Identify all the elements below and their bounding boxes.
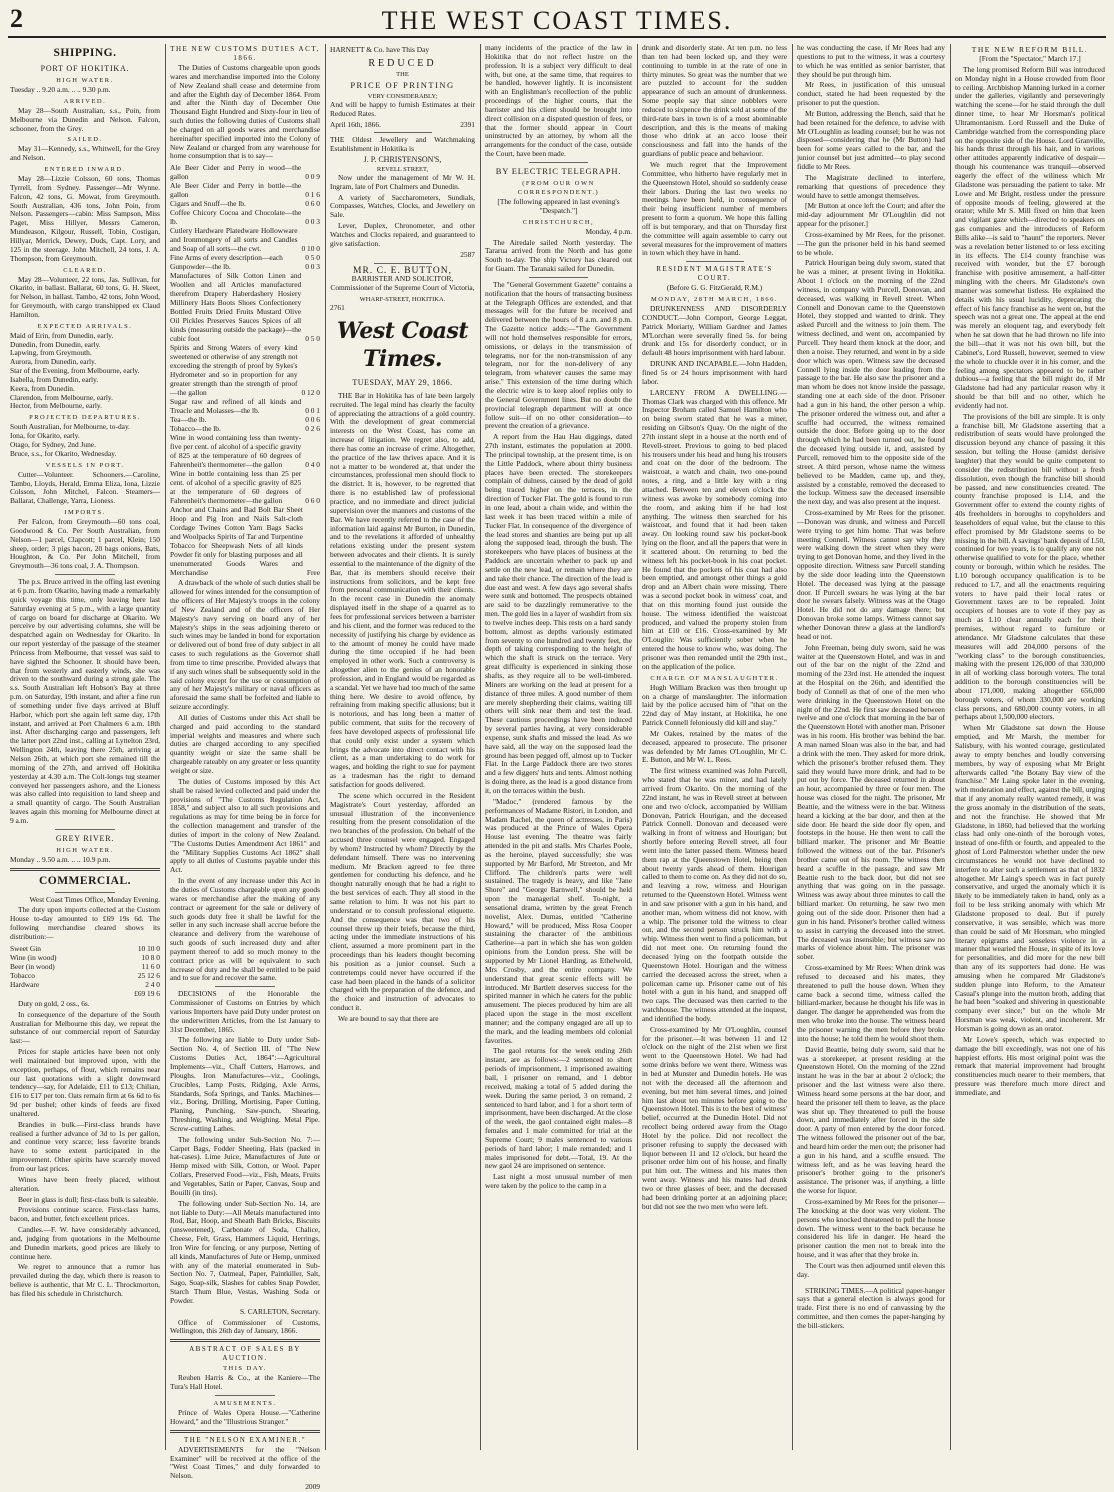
heading-projected-departures: PROJECTED DEPARTURES. [29,414,141,422]
table-row [170,253,320,262]
sailed-text: May 31—Kennedy, s.s., Whitwell, for the Grey and Nelson. [10,144,160,163]
separator [55,829,115,830]
table-row [170,226,320,253]
row-value: 0 5 0 [305,334,320,344]
court-cont-p2: Mr Rees, in justification of this unusual conduct, stated he had been requested by the prisoner to put the question. [797,80,945,108]
row-label: Tobacco—the lb. [170,424,221,434]
commercial-p2: Duty on gold, 2 oss., 6s. [18,998,90,1008]
decisions-p3: The following under Sub-Section No. 7:—Carpet Bags, Fodder Sheeting, Hats (packed in hat-cases). Lime Juice, Manufactures of Jute or Hemp mixed with Silk, Cotton, or Wool. Paper Collars, Preserved Food—viz., Fish, Meats, Fruits and Vegetables, Satin or Paper, Canvas, Soup and Bouilli (in tins). [170,1134,320,1197]
court-p9: Cross-examined by Mr O'Loughlin, counsel for the prisoner.—It was between 11 and 12 o'clock on the night of the 21st when we first went to the Queenstown Hotel. We had had some drinks before we went there. Witness was in bed at Munster and Dunedin hotels. He was not with the deceased all the afternoon and evening, but met him several times, and joined him last about ten minutes before going to the Queenstown Hotel. This is to the best of witness' belief, occurred at the Dunedin Hotel. Did not recollect being ordered away from the Otago Hotel by the police. Did not recollect the prisoner refusing to supply the deceased with liquor between 11 and 12 o'clock, but heard the prisoner order him out of his house, and finally put him out. The witness and his mates then went away. Witness and his mates had drunk two or three glasses of beer, and the deceased had been drinking porter at an adjoining place; but did not see the two men who were left. [642,1024,787,1211]
column-rule [165,44,166,1450]
court-cont-p12: Cross-examined by Mr Rees for the prisoner—The knocking at the door was very violent. The persons who knocked threatened to pull the house down. The witness went to the back because he considered his life in danger. He heard the prisoner caution the men not to break into the house, and it was after that they broke in. [797,1197,945,1260]
row-label: Wine in bottle containing less than 25 per cent. of alcohol of a specific gravity of 825 at the temperature of 60 degrees of Fahrenheit's thermometer—the gallon [170,469,302,506]
editorial-p1: THE Bar in Hokitika has of late been largely recruited. The legal mind has clearly the faculty of appreciating the attractions of a gold country. With the development of great commercial interests on the West Coast, has come an increase of litigation. We regret also, to add, there has come an increase of crime. Altogether, the practice of the law thrives apace. And it is not a matter to be wondered at, that under the circumstances, professional men should flock to the district. It is, however, to be regretted that there is no established law of professional practice, and no immediate and direct judicial supervision over the manners and customs of the Bar. We have recently referred to the case of the information laid against Mr Burton, in Dunedin, and to the revelations it afforded of unhealthy relations existing under the present system between advocates and their clients. It is surely essential to the maintenance of the dignity of the Bar, that its members should receive their instructions from solicitors, and be kept free from personal communication with their clients. In the recent case in Dunedin the anomaly displayed itself in the shape of a quarrel as to fees for professional services between a barrister and his client, and the former was reduced to the necessity of justifying his charge by evidence as to the amount of money he could have made during the time occupied if he had been employed in other work. Such a controversy is altogether alien to the genius of an honorable profession, and in England would be regarded as a scandal. Yet we have had too much of the same thing here. We desire to avoid offence, by refraining from making specific allusions; but it is notorious, and has long been a matter of public comment, that suits for the recovery of fees have developed aspects of professional life that could only exist under a system which brings the advocate into direct contact with his client, as a man undertaking to do work for wages, and holding the right to sue for payment as a tradesman has the right to demand satisfaction for goods delivered. [330,390,475,789]
heading-rm-court: RESIDENT MAGISTRATE'S COURT. [656,265,773,283]
column-rule [325,44,326,1450]
row-value: 0 0 1 [305,406,320,416]
row-label: Manufactures of Silk Cotton Linen and Woollen and all Articles manufactured therefrom Drapery Haberdashery Hosiery Millinery Hats Boots Shoes Confectionery Bottled Fruits Dried Fruits Mustard Olive Oil Pickles Preserves Sauces Spices of all kinds (measuring outside the package)—the cubic foot [170,271,302,344]
double-rule [10,868,160,871]
court-p4: DRUNK AND INCAPABLE.—John Hadden, fined 5s or 24 hours imprisonment with hard labor. [642,359,787,386]
reform-p1: The long promised Reform Bill was introduced on Monday night in a House crowded from floor to ceiling. Archbishop Manning lurked in a corner under the galleries, vigilantly and perseveringly watching the scene—for he staid through the dull dinner time, to hear Mr Horsman's political Ultramontanism. Lord Russell and the Duke of Cambridge watched from the corresponding place on the opposite side of the House. Lord Granville, his hands thrust through his hair, and in various other attitudes apparently indicative of despair—though his countenance was tranquil—observed eagerly the effect of the wiliness which Mr Gladstone was persuading the patient to take. Mr Lowe and Mr Bright, restless under the pressure of opposite moods of feeling, glowered at the orator; while Mr S. Mill fixed on him that keen and vigilant gaze which—directed to speakers on gas companies and the introducers of Reform Bills alike—is said to "haunt" the reporters. Never was a revelation better listened to or less exciting in its effects. The £14 county franchise was received with wonder, but the £7 borough franchise with positive amusement, a half-titter mingling with the cheers. Mr Gladstone's own manner was somewhat listless. He explained the details with his usual lucidity, deprecating the effect of his fancy franchise as he went on, but the speech was not a great one. The appeal at the end was merely an eloquent tag, and everybody felt when he sat down that he had thrown no life into the bill—that it was not his own bill, but the Cabinet's, Lord Russell, however, seemed to view the whole to chuckle over it in his corner, and the feeling among spectators appeared to be rather dubious—a feeling that the bill might do, if Mr Gladstone had had any particular reason why it should be that bill and no other, which he evidently had not. [955,64,1105,410]
advert-button-title: BARRISTER AND SOLICITOR, [351,274,454,284]
row-value: 0 12 0 [301,388,320,398]
news-improvement-committee: We much regret that the Improvement Committee, who hitherto have regularly met in the Queenstown Hotel, should so suddenly cease their labors. During the last two weeks no meetings have been held, in consequence of their being insufficient number of members present to form a quorum. We hope this falling off is but temporary, and that on Thursday first the committee will again assemble to carry out several measures for the improvement of matters in town which they have in hand. [642,159,787,258]
row-label: Anchor and Chains and Bad Bolt Bar Sheet Hoop and Pig Iron and Nails Salt-cloth Cordage Twines Cotton Yarn Bags Sacks and Woolpacks Spirits of Tar and Turpentine Tobacco for Sheepwash Nets of all kinds Powder fit only for blasting purposes and all unenumerated Goods Wares and Merchandise [170,505,303,578]
row-label: Coffee Chicory Cocoa and Chocolate—the lb. [170,208,302,227]
table-row [170,469,320,505]
heading-telegraph: BY ELECTRIC TELEGRAPH. [495,165,622,176]
heading-this-day: THIS DAY. [223,1365,267,1373]
customs-act-p5: In the event of any increase under this Act in the duties of Customs chargeable upon any goods wares or merchandise after the making of any contract or agreement for the sale or delivery of such goods duty free it shall be lawful for the seller in any such increase shall accrue before the clearance and delivery from the warehouse of such goods of such increased duty and after payment thereof to add so much money to the contract price as will be equivalent to such increase of duty and he shall be entitled to be paid and to sue for and recover the same. [170,876,320,983]
heading-abstract-sales: ABSTRACT OF SALES BY AUCTION. [189,1345,301,1363]
table-row [10,962,160,971]
table-row [170,208,320,226]
news-gaol: The gaol returns for the week ending 26th instant, are as follows:—2 sentenced to short periods of imprisonment, 1 imprisoned awaiting bail, 1 prisoner on remand, and 1 debtor received, making a total of 5 added during the week. During the same period, 3 on remand, 2 sentenced to hard labor, and 1 for a short term of imprisonment, have been discharged. At the close of the week, the gaol contained eight males—8 females and 1 male committed for trial at the Supreme Court; 9 males sentenced to various periods of hard labor; 1 male remanded; and 1 males imprisoned for debt.—Total, 19. At the new gaol 24 are imprisoned on sentence. [485,1046,632,1171]
court-p6: Hugh William Bracken was then brought up on a charge of manslaughter. The information laid by the police accused him of "that on the 22nd day of May instant, at Hokitika, he one Patrick Connell feloniously did kill and slay." [642,682,787,728]
commercial-p7: Beer in glass is dull; first-class bulk is saleable. [18,1194,159,1204]
separator [215,1395,275,1396]
table-row [170,199,320,208]
court-cont-p7: Patrick Hourigan being duly sworn, stated that he was a miner, at present living in Hokitika. About 1 o'clock on the morning of the 22nd witness, in company with Purcell, Donovan, and deceased, was walking in Revell street. When Connell and Donovan came to the Queenstown Hotel, they stopped and wanted to drink. They asked Purcell and the witness to join them. The witness declined, and went on, accompanied by Purcell. They heard them knock at the door, and then a noise. They returned, and went in by a side door which was open. Witness saw the deceased Connell lying inside the door leading from the passage to the bar. He also saw the prisoner and a man whom he does not know inside the passage, standing one at each side of the door. Prisoner had a gun in his hand, the other person a whip. The prisoner ordered the witness out, and after a scuffle had occurred, the witness remained outside the door. Before going up to the door through which he had been turned out, he found the deceased lying outside it, and, assisted by Purcell, removed him to the opposite side of the street. A third person, whose name the witness believed to be Madden, came up, and they, assisted by a constable, removed the deceased to the lockup. Witness saw the deceased insensible the next day, and was also present at the inquest. [797,258,945,507]
table-row [170,415,320,424]
row-label: Wine in wood containing less than twenty-five per cent. of alcohol of a specific gravity of 825 at the temperature of 60 degrees of Fahrenheit's thermometer—the gallon [170,433,302,470]
heading-entered-inward: ENTERED INWARD. [44,166,126,174]
column-reform-bill [955,44,1105,1452]
nelson-examiner-number: 2009 [305,1482,320,1492]
commercial-office: West Coast Times Office, Monday Evening. [29,894,160,904]
telegraph-note: [The following appeared in last evening's "Despatch."] [497,196,620,215]
row-label: Wine (in wood) [10,952,57,962]
advert-christenson-street: REVELL STREET, [376,165,429,173]
commercial-p4: Prices for staple articles have been not only well maintained but improved upon, with the exception, perhaps, of flour, which remains near our last quotations with a slight downward tendency—say, for Adelaide, £11 to £13; Chilian, £16 to £17 per ton. Oats remain firm at 6s 6d to 6s 9d per bushel; other kinds of feeds are fixed unaltered. [10,1047,160,1118]
advert-harnett-number: 2391 [460,119,475,129]
table-row [170,424,320,433]
row-label: Ale Beer Cider and Perry in bottle—the gallon [170,181,302,200]
duties-list [170,163,320,577]
heading-commercial: COMMERCIAL. [38,874,132,887]
decisions-p4: The following under Sub-Section No. 14, are not liable to Duty:—All Metals manufactured into Rod, Bar, Hoop, and Sheath Bath Bricks, Biscuits (unsweetened), Carbonate of Soda, Chalice, Cheese, Felt, Grass, Hammers Liquid, Herrings, Iron Wire for fencing, or any purpose, Netting of all kinds, Manufactures of Jute or Hemp, unmixed with any of the material enumerated in Sub-Section No. 7, Oatmeal, Paper, Paintkiller, Salt, Sago, Soap-silk, Slashes for cables Snap Powder, Starch Thum Blue, Vestas, Washing Soda or Powder. [170,1198,320,1305]
table-row [10,971,160,980]
column-shipping [10,44,160,1452]
table-row [10,989,160,998]
heading-high-water: HIGH WATER. [56,77,114,84]
row-label: Sugar raw and refined of all kinds and Treacle and Molasses—the lb. [170,397,302,416]
column-rule [950,44,951,1450]
customs-act-p1: The Duties of Customs chargeable upon goods wares and merchandise imported into the Colony of New Zealand shall cease and determine from and after the Eighth day of December 1864. From and after the Ninth day of December One Thousand Eight Hundred and Sixty-four in lieu of such duties the following duties of Customs shall be charged on all goods wares and merchandise hereinafter specified imported into the Colony of New Zealand or charged from any warehouse for home consumption that is to say— [170,63,320,161]
court-cont-p9: John Freeman, being duly sworn, said he was waiter at the Queenstown Hotel, and was in and out of the bar on the night of the 22nd and morning of the 23rd inst. He attended the inquest at the Hospital on the 26th, and identified the body of Connell as that of one of the men who were drinking in the Queenstown Hotel on the night of the 22nd. He first saw deceased between twelve and one o'clock that morning in the bar of the Queenstown Hotel with another man. Prisoner was in his room. His brother was behind the bar. A man named Sloan was also in the bar, and had a drink with the men. They asked for more drink, which the prisoner's brother refused them. They said they would have more drink, and had to be put out by force. The deceased returned in about an hour, accompanied by three or four men. The house was closed for the night. The prisoner, Mr Beattie, and the witness were in the bar. Witness heard a kicking at the bar door, and then at the side door. He heard the side door fly open, and footsteps in the house. He then went to call the billiard marker. The prisoner and Mr Beattie followed the witness out of the bar. Prisoner's brother came out of his room. The witness then heard a scuffle in the passage, and saw Mr Beattie rush to the back door, but did not see anything that was going on in the passage. Witness was away about three minutes to call the billiard marker. On returning, he saw two men going out of the side door. Prisoner then had a gun in his hand. Prisoner's brother called witness to assist in carrying the deceased into the street. The deceased was insensible; but witness saw no marks of violence about him. The prisoner was sober. [797,642,945,962]
row-label: Cigars and Snuff—the lb. [170,199,246,209]
court-p7: Mr Oakes, retained by the mates of the deceased, appeared to prosecute. The prisoner was defended by Mr James O'Loughlin, Mr C. E. Button, and Mr W. L. Rees. [642,728,787,765]
arrived-text: May 28—South Australian, s.s., Poin, from Melbourne via Dunedin and Nelson. Falcon, schooner, from the Grey. [10,105,160,133]
column-court-continued [797,44,945,1452]
row-value: 0 5 0 [305,253,320,263]
column-customs [170,44,320,1492]
court-cont-p8: Cross-examined by Mr Rees for the prisoner.—Donovan was drunk, and witness and Purcell were trying to get him home. That was before meeting Connell. Witness cannot say why they were walking down the street when they were trying to get Donovan home, and they lived in the opposite direction. Witness saw Purcell standing by the side door leading into the Queenstown Hotel. The deceased was lying at the passage door. If Purcell swears he was lying at the bar door he swears falsely. Witness was at the Otago Hotel. He did not do any damage there; but Donovan broke some lamps. Witness cannot say whether Donovan threw a glass at the landlord's head or not. [797,508,945,641]
row-label: Cutlery Hardware Platedware Hollowware and Ironmongery of all sorts and Candles and Soap of all sorts—the cwt. [170,226,298,254]
telegraph-christchurch: CHRISTCHURCH, [522,218,595,226]
column-rule [637,44,638,1450]
decisions-signature: S. CARLETON, Secretary. [239,1306,320,1316]
row-label: Tobacco [10,970,35,980]
shipping-news: The p.s. Bruce arrived in the offing last evening at 6 p.m. from Okarito, having made a remarkably quick voyage this time, only leaving here last Saturday evening at 5 p.m., with a large quantity of cargo on board for discharge at Okarito. We perceive by our advertising columns, she will be despatched again on Wednesday for Okarito. In our report yesterday of the passage of the steamer Princess from Melbourne, that vessel was said to have sighted the Schooner. It should have been, that from westerly and easterly winds, she was driven to the southward during a strong gale. The s.s. South Australian left Hobson's Bay at three p.m. on Saturday, 19th instant, and after a fine run of something under five days arrived at Bluff Harbor, which port she again left same day, 17th instant, and arrived at Port Chalmers 6 a.m. 18th inst. After discharging cargo and passengers, left the latter port 22nd inst., calling at Lyttelton 23rd, Wellington 24th, leaving there 25th, arriving at Nelson 26th, at which port she remained till the morning of the 27th, and arrived off Hokitika yesterday at 4.30 a.m. The Colt-longs tug steamer conveyed her passengers ashore, and the Lioness was also called into requisition to land sheep and a small quantity of cargo. The South Australian leaves again this morning for Melbourne direct at 9 a.m. [10,577,160,825]
customs-act-p3: All duties of Customs under this Act shall be charged and paid according to the standard imperial weights and measures and where such duties are charged according to any specified quantity weight or size the same shall be chargeable rateably on any greater or less quantity weight or size. [170,712,320,775]
row-value: 10 8 0 [141,952,160,962]
row-label: Beer (in wood) [10,961,55,971]
reform-p3: When Mr Gladstone sat down the House emptied, and Mr Marsh, the member for Salisbury, with his wonted courage, gesticulated away to empty benches and loudly conversing members, by way of exposing what Mr Bright afterwards called "the Botany Bay view of the franchise." Mr Laing spoke later in the evening, with moderation and effect, against the bill, urging that if any anomaly really wanted remedy, it was the gross anomaly in the distribution of the seats, and not the franchise. He showed that Mr Gladstone, in 1860, had believed that the working class had only one-ninth of the borough votes, instead of one-fifth or fourth, and appealed to the ghost of Lord Palmerston whether under the new circumstances he would not have declined to interfere to alter such a settlement as that of 1832 altogether. Mr Laing's speech was in fact purely conservative, and urged the anomaly which it is likely to be immediately taken in hand, only as a foil to be less striking anomaly with which Mr Gladstone proposed to deal. But if purely conservative, it was sensible, which was more than could be said of Mr Horsman, who mingled literary epigrams and senseless violence in a manner that wearied the House, in spite of its love for personalities, and did more for the new bill than any of its supporters had done. He was amusing when he compared Mr Gladstone's sudden plunge into Reform, to the Amateur Casual's plunge into the mutton broth, adding that he had been "soaked and shivering in questionable company ever since;" but on the whole Mr Horsman was weak, violent, and incoherent. Mr Horsman is going down as an orator. [955,723,1105,1033]
editorial-masthead: West Coast Times. [336,317,469,372]
table-row [170,505,320,577]
table-row [170,343,320,397]
inward-text: May 28—Lizzie Colsson, 60 tons, Thomas Tyrrell, from Sydney. Passenger—Mr Wynne. Falcon, 42 tons, G. Mowat, from Greymouth. South Australian, 436 tons, John Poin, from Nelson. Passengers—cabin: Miss Sampson, Miss Paget, Miss Hillyer, Messrs Cameron, Mundeason, Kilgour, Russell, Tobin, Costigan, Hillyar, Merrick, Dewey, Duds, Capt. Lory, and 125 in the steerage. John Mitchell, 24 tons, J. A. Thompson, from Greymouth. [10,174,160,263]
row-label: Hardware [10,979,40,989]
row-value: 10 10 0 [137,943,160,953]
commercial-p9: Candles.—F. W. have considerably advanced, and, judging from quotations in the Melbourne and Dunedin markets, good prices are likely to continue here. [10,1225,160,1261]
row-value: 0 0 6 [305,415,320,425]
heading-arrived: ARRIVED. [63,97,107,105]
news-gazette: The "General Government Gazette" contains a notification that the hours of transacting business at the Telegraph Offices are extended, and that messages will for the future be received and delivered between the hours of 8 a.m. and 8 p.m. The Gazette notice adds:—"The Government will not hold themselves responsible for errors, omissions, or delays in the transmission of telegrams, nor for the non-transmission of any telegram, nor for the non-delivery of any telegram, from whatever causes the same may arise." This extension of the time during which the electric wire is to keep aloof replies only to the General Government lines. But no doubt the provincial telegraph department will at once follow suit—if on no other consideration—to prevent the creation of a grievance. [485,279,632,431]
reform-p2: The provisions of the bill are simple. It is only a franchise bill, Mr Gladstone asserting that a redistribution of seats would have prolonged the discussion beyond any chance of passing it this session, but telling the House (amidst derisive laughter) that they would be quite competent to consider the redistribution bill without a fresh dissolution, even though the franchise bill should be passed, and new constituencies created. The county franchise proposed is L14, and the Government offer to extend the county rights of 40s freeholders in boroughs to copyholders and leaseholders of equal value, but the clause to this effect promised by Mr Gladstone seems to be missing in the bill. A savings' bank deposit of L50, continued for two years, is to qualify any one not otherwise qualified to vote for the place, whether county or borough, within which he resides. The L10 borough occupancy qualification is to be reduced to L7, and all the enactments requiring voters to have paid their local rates or Government taxes are to be repealed. Joint occupiers of houses are to vote if they pay as much as L10 clear annually each for their premises, without regard to furniture or attendance. Mr Gladstone calculates that these measures will add 204,000 persons of the "working class" to the borough constituencies, making with the present 126,000 of that 330,000 in all of working class borough voters. The total addition to the borough constituencies will be about 171,000, making altogether 656,000 borough voters, of whom 330,000 are working class persons, and 680,000 county voters, in all perhaps about 1,500,000 electors. [955,411,1105,722]
court-cont-p6: Cross-examined by Mr Rees, for the prisoner.—The gun the prisoner held in his hand seemed to be whole. [797,229,945,257]
page-number: 2 [10,4,23,33]
advert-harnett-price: PRICE OF PRINTING [350,79,455,90]
court-before: (Before G. G. FitzGerald, R.M.) [666,283,763,293]
court-cont-p1: he was conducting the case, if Mr Rees had any questions to put to the witness, it was a courtesy to which he was entitled as senior barrister, that they should be put through him. [797,43,945,79]
advert-christenson-p4: Lever, Duplex, Chronometer, and other Watches and Clocks repaired, and guaranteed to give satisfaction. [330,221,475,248]
table-row [170,181,320,199]
column-adverts-editorial [330,44,475,1452]
commercial-p3: In consequence of the departure of the South Australian for Melbourne this day, we repeat the substance of our commercial report of Saturday last:— [10,1009,160,1046]
editorial-continued: many incidents of the practice of the law in Hokitika that do not reflect lustre on the profession. It is a subject very difficult to deal with, but one, at the same time, that requires to be handled, however lightly. It is inconsistent with an Englishman's recollection of the public proceedings of the higher courts, that the barrister and his client should be brought into direct collision on a disputed question of fees, or that the former should appear in Court uninstructed by an attorney, by whom all the arrangements for the conduct of the case, outside the Court, have been made. [485,43,632,159]
masthead [8,4,1106,38]
auction-reuben: Reuben Harris & Co., at the Kaniere—The Tura's Hall Hotel. [170,1373,320,1392]
telegraph-text: The Airedale sailed North yesterday. The Tararua arrived from the North and has gone South to-day. The ship Victory has cleared out for Guam. The Taranaki sailed for Dunedin. [485,237,632,274]
row-value: 0 2 6 [305,424,320,434]
column-rule [480,44,481,1450]
commercial-p8: Provisions continue scarce. First-class hams, bacon, and butter, fetch excellent prices. [10,1205,160,1224]
commercial-p10: We regret to announce that a rumor has prevailed during the day, which there is reason to believe is authentic, that Mr C. L. Throckmorton, has filed his schedule in Christchurch. [10,1262,160,1298]
double-rule [170,1430,320,1433]
advert-button [330,267,475,313]
news-hau-hau: A report from the Hau Hau diggings, dated 27th instant, estimates the population at 2000. The principal township, at the present time, is on the Little Paddock, where about thirty business places have been erected. The storekeepers complain of dulness, caused by the dead of gold being traced higher on the terraces, in the direction of Tucker Flat. The gold is found to run in one lead, about a chain wide, and within the last week it has been traced within a mile of Tucker Flat. In consequence of the divergence of the lead stores and shanties are being put up all along the supposed lead, through the bush. The storekeepers who have places of business at the Paddock are uncertain whether to pack up and settle on the new lead, or remain where they are and take their chance. The direction of the lead is due east and west. A few days ago several shafts were sunk and bottomed. The prospects obtained are said to be dazzlingly remunerative to the men. The gold lies in a layer of washdirt from six to twelve inches deep. This rests on a hard sandy bottom, almost as depths variously estimated from seventy to one hundred and twenty feet, the depth of taking corresponding to the height of which the shaft is struck on the terrace. Very great difficulty is experienced in sinking those shafts, as they require all to be well-timbered. Miners are working on the lead at present for a distance of three miles. A good number of them are merely shepherding their claims, waiting till others will sink near them and test the lead. These cautious proceedings have been induced by several parties having, at very considerable expense, sunk shafts and missed the lead. As we have said, all the way on the supposed lead the ground has been pegged off, almost up to Tucker Flat. In the Large Paddock there are two stores and a few diggers' huts and tents. Almost nothing is doing there, as the lead is a good distance from it, on the terraces within the bush. [485,432,632,795]
court-cont-p3: Mr Button, addressing the Bench, said that he had been retained for the defence, to advise with Mr O'Loughlin as leading counsel; but he was not disposed—considering that he (Mr Button) had been for some years called to the bar, and the junior counsel but just admitted—to play second fiddle to Mr Rees. [797,108,945,171]
heading-vessels-in-port: VESSELS IN PORT. [45,461,125,469]
commercial-p5: Brandies in bulk.—First-class brands have realised a further advance of 3d to 1s per gallon, and continue very scarce; less favorite brands have to some extent participated in the improvement. Other spirits have scarcely moved from our last prices. [10,1119,160,1173]
telegraph-own-correspondent: (FROM OUR OWN CORRESPONDENT.) [517,179,600,196]
heading-amusements: AMUSEMENTS. [213,1400,277,1407]
advert-harnett [330,46,475,129]
separator [55,574,115,575]
row-value: 0 10 0 [301,244,320,254]
decisions-p1: DECISIONS of the Honorable the Commissioner of Customs on Entries by which various Importers have paid Duty under protest on the underwritten Articles, from the 1st January to 31st December, 1865. [170,989,320,1034]
table-row [170,397,320,415]
separator [841,1283,900,1284]
advert-christenson [330,136,475,259]
separator [55,892,115,893]
news-striking-times: STRIKING TIMES.—A political paper-hanger says that a general election is always good for trade. First there is no end of canvassing by the committee, and then comes the paper-hanging by the bill-stickers. [797,1285,945,1330]
row-value: 0 0 3 [305,262,320,272]
column-court [642,44,787,1452]
advert-harnett-reduced: REDUCED [368,57,437,69]
column-rule [792,44,793,1450]
advert-christenson-p3: A variety of Saccharometers, Sundials, Compasses, Watches, Clocks, and Jewellery on Sale. [330,192,475,220]
separator [215,986,275,987]
court-p8: The first witness examined was John Purcell, who stated that he was miner, and had lately arrived from Okarito. On the morning of the 22nd instant, he was in Revell street at between one and two o'clock, accompanied by William Donovan, Patrick Hourigan, and the deceased Patrick Connell. Donovan and deceased were walking in front of witness and Hourigan; but shortly before entering Revell street, all four went into the latter passed them. Witness heard them rap at the Queenstown Hotel, being then about twenty yards ahead of them. Hourigan called to them to come on. As they did not do so, and leaving a row, witness and Hourigan returned to the Queenstown Hotel. Witness went in and saw prisoner with a gun in his hand, and another man, whom witness did not know, with a whip. The prisoner told the witness to clear out, and the second person struck him with a whip. Witness then went to find a policeman, but did not meet one. On returning found the deceased lying on the footpath outside the Queenstown Hotel. Hourigan and the witness carried the deceased across the street, when a policeman came up. Prisoner came out of his hotel with a gun in his hand, and snapped off two caps. The deceased was then carried to the watchhouse. The witness attended at the inquest, and identified the body. [642,766,787,1023]
row-label [10,989,130,998]
heading-manslaughter: CHARGE OF MANSLAUGHTER. [650,674,779,682]
news-police: Last night a most unusual number of men were taken by the police to the camp in a [485,1172,632,1191]
table-row [170,433,320,469]
row-value: 0 4 0 [305,460,320,470]
table-row [10,953,160,962]
row-label: Ale Beer Cider and Perry in wood—the gallon [170,163,302,182]
advert-christenson-text: THE Oldest Jewellery and Watchmaking Establishment in Hokitika is [330,135,475,154]
advert-harnett-the: THE [396,70,409,78]
row-value: 0 6 0 [305,496,320,506]
heading-expected-arrivals: EXPECTED ARRIVALS. [37,322,133,330]
court-cont-p10: Cross-examined by Mr Rees: When drink was refused to deceased and his mates, they threatened to pull the house down. When they came back a second time, witness called the billiard-marker, because he thought his life was in danger. The danger he apprehended was from the men who broke into the house. The witness heard the prisoner warning the men before they broke into the house; he told them he would shoot them. [797,963,945,1043]
high-water-line: Tuesday .. 9.20 a.m. .. .. 9.30 p.m. [10,85,111,94]
row-value: Free [306,568,320,578]
decisions-p2: The following are liable to Duty under Sub-Section No. 4, of Section III. of "The New Customs Duties Act, 1864":—Agricultural Implements—viz., Chaff Cutters, Harrows, and Ploughs. Iron Manufactures—viz., Coolings, Crucibles, Lamp Posts, Ridging, Axle Arms, Standards, Sofa Springs, and Tanks. Machines—viz., Boring, Drilling, Mortising, Paper Cutting, Planing, Punching, Saw-punch, Shearing, Threshing, Washing, and Weighing. Metal Pipe. Screw-cutting Lathes. [170,1035,320,1133]
heading-port: PORT OF HOKITIKA. [40,64,130,73]
imports-text: Per Falcon, from Greymouth—60 tons coal, Goodwood & Co. Per South Australian, from Nelson—1 parcel, Clapcott; 1 parcel, Klein; 150 sheep, order; 3 pigs bacon, 20 bags onions, Bats, Houghton, & Co. Per John Mitchell, from Greymouth—36 tons coal, J. A. Thompson. [10,517,160,571]
advert-button-number: 2761 [330,303,345,313]
court-p3: DRUNKENNESS AND DISORDERLY CONDUCT.—John Cornport, George Leggat, Patrick Moriarty, William Gardner and James M'Lorchan were severally fined 5s. for being drunk and 15s for disorderly conduct, or in default 48 hours imprisonment with hard labour. [642,304,787,358]
double-rule [170,1339,320,1342]
column-editorial-news [485,44,632,1452]
table-row [10,980,160,989]
advert-button-address: WHARF-STREET, HOKITIKA. [359,296,446,304]
duty-table [10,944,160,998]
row-value: 2 4 0 [145,979,160,989]
row-label: Fine Arms of every description—each [170,253,283,263]
court-p5: LARCENY FROM A DWELLING.—Thomas Clark was charged with this offence. Mr Inspector Broham called Samuel Hamilton who on being sworn stated that he was a miner, residing on Gibson's Quay. On the night of the 27th instant slept in a house at the north end of Revell-street. Previous to going to bed placed his trousers under his head and hung his trousers and coat on the door of the bedroom. The waistcoat, a watch and chain, two one-pound notes, a ring, and a little key with a ring attached. Between ten and eleven o'clock the witness was awoke by somebody coming into the room, and asking him if he had lost anything. The witness then searched for his waistcoat, and found that it had been taken away. On looking round saw his pocket-book lying on the floor, and all the papers that were in it scattered about. On returning to bed the witness left his pocket-book in his coat pocket. He found that the pockets of his coat had also been emptied, and amongst other things a gold drop and an Albert chain were missing. There was a second pocket book in witness' coat, and that on this morning found just outside the house. The witness identified the waistcoat produced, and valued the property stolen from him at £10 or £16. Cross-examined by Mr O'Louglin: Was sufficiently sober when he entered the house to know who, was doing. The prisoner was then remanded until the 29th inst., on the application of the police. [642,387,787,671]
court-cont-p13: The Court was then adjourned until eleven this day. [797,1260,945,1279]
amusement-prince: Prince of Wales Opera House.—"Catherine Howard," and the "Illustrious Stranger." [170,1408,320,1426]
heading-shipping: SHIPPING. [53,47,117,59]
advert-button-commissioner: Commissioner of the Supreme Court of Victoria, [330,283,475,293]
commercial-p6: Wines have been freely placed, without alteration. [10,1174,160,1193]
commercial-p1: The duty upon imports collected at the Custom House to-day amounted to £69 19s 6d. The following merchandise cleared shows its distribution:— [10,905,160,941]
nelson-examiner-text: ADVERTISEMENTS for the "Nelson Examiner" will be received at the office of the "West Coast Times," and duly forwarded to Nelson. [170,1444,320,1481]
advert-harnett-date: April 16th, 1866. [330,119,381,129]
telegraph-time: Monday, 4 p.m. [585,226,632,236]
expected-text: Maid of Erin, from Dunedin, early. Dunedin, from Dunedin, early. Lapwing, from Greymouth. Aurora, from Dunedin, early. Star of the Evening, from Melbourne, early. Isabella, from Dunedin, early. Keera, from Dunedin. Clarendon, from Melbourne, early. Hector, from Melbourne, early. [10,330,140,411]
advert-christenson-name: J. P. CHRISTENSON'S, [363,155,442,165]
heading-nelson-examiner: THE "NELSON EXAMINER." [183,1435,307,1444]
projected-text: South Australian, for Melbourne, to-day. Iona, for Okarito, early. Otago, for Sydney, 2nd June. Bruce, s.s., for Okarito, Wednesday. [10,422,131,458]
table-row [170,163,320,181]
editorial-p3: We are bound to say that there are [338,1013,439,1023]
row-label: Tea—the lb. [170,415,207,425]
heading-grey-high-water: HIGH WATER. [56,846,114,854]
advert-harnett-footer [330,121,475,130]
court-cont-p4: The Magistrate declined to interfere, remarking that questions of precedence they would have to settle amongst themselves. [797,172,945,200]
table-row [170,262,320,271]
advert-harnett-intro: HARNETT & Co. have This Day [330,45,430,54]
advert-christenson-number: 2587 [460,249,475,259]
court-cont-p5: [Mr Button at once left the Court; and after the mid-day adjournment Mr O'Loughlin did not appear for the prisoner.] [797,201,945,229]
vessels-text: Cutter—Volunteer. Schooners.—Caroline, Tambo, Lloyds, Herald, Emma Eliza, Iona, Lizzie Colsson, John Mitchel, Falcon. Steamers—Ballarat, Challenge, Yarra, Lioness. [10,469,160,506]
row-value: 25 12 6 [137,970,160,980]
row-value: 0 6 0 [305,199,320,209]
separator [686,261,744,262]
advert-christenson-p2: Now under the management of Mr W. H. Ingram, late of Port Chalmers and Dunedin. [330,172,475,191]
heading-grey-river: GREY RIVER. [55,833,115,843]
customs-act-p2: A drawback of the whole of such duties shall be allowed for wines intended for the consumption of the officers of Her Majesty's troops in the colony of New Zealand and of the officers of Her Majesty's navy serving on board any of her Majesty's ships in the seas adjoining thereto or such wines may be landed in bond for exportation or delivered out of bond free of duty subject in all cases to such regulations as the Governor shall from time to time prescribe. Provided always that if any such wines shall be subsequently sold in the said colony except for the use or consumption of any of her Majesty's military or naval officers as aforesaid the same shall be forfeited and liable to seizure accordingly. [170,578,320,712]
reform-source: [From the "Spectator," March 17.] [979,54,1081,63]
row-label: Spirits and Strong Waters of every kind sweetened or otherwise of any strength not exceeding the strength of proof by Sykes's Hydrometer and so in proportion for any greater strength than the strength of proof—the gallon [170,343,298,398]
editorial-date: TUESDAY, MAY 29, 1866. [352,377,453,387]
advert-harnett-very: VERY CONSIDERABLY; [367,92,438,100]
advert-harnett-text: And will be happy to furnish Estimates at their Reduced Rates. [330,99,475,118]
heading-reform-bill: THE NEW REFORM BILL. [971,45,1089,54]
news-theatre: "Madoc," (rendered famous by the performances of Madame Ristori, in London, and Madam Rachel, the queen of actresses, in Paris) was produced at the Prince of Wales Opera House last evening. The theatre was fairly attended in the pit and stalls. Mrs Charles Poole, as the heroine, played successfully; she was supported by Mr Barford, Mr Streeton, and Mr Clifford. The children's parts were well sustained. The tragedy is heavy, and like "Jane Shore" and "George Barnwell," should be held upon the managerial shelf. To-night, a sensational drama, written by the great French novelist, Alex. Dumas, entitled "Catherine Howard," will be produced, Miss Rosa Cooper sustaining the character of the ambitious Catherine—a part in which she has won golden opinions from the London press. She will be supported by Mr Lionel Harding, as Ethelwold, Mrs Crosby, and the entire company. We understand that great scenic effects will be introduced. Mr Bartlett deserves success for the spirited manner in which he caters for the public amusement. The pieces produced by him are all placed upon the stage in the most excellent manner; and the company engaged are all up to the mark, and the leading members old colonial favorites. [485,796,632,1045]
row-value: £69 19 6 [134,988,160,998]
reform-p4: Mr Lowe's speech, which was expected to damage the bill exceedingly, was not one of his happiest efforts. His most original point was the remark that material improvement had brought constituencies much nearer to their members, that pressure was therefore much more direct and immediate, and [955,1034,1105,1097]
row-label: Sweet Gin [10,943,41,953]
decisions-office: Office of Commissioner of Customs, Wellington, this 26th day of January, 1866. [170,1317,320,1336]
customs-act-p4: The duties of Customs imposed by this Act shall be raised levied collected and paid under the provisions of "The Customs Regulation Act, 1858," and subject also to all such provisions and regulations as may for time being be in force for the collection management and transfer of the duties of import in the colony of New Zealand. "The Customs Duties Amendment Act 1861" and the "Military Supplies Customs Act 1862" shall apply to all duties of Customs payable under this Act. [170,776,320,875]
row-value: 0 0 9 [305,172,320,182]
grey-high-water-line: Monday .. 9.50 a.m. .. .. 10.9 p.m. [10,854,111,864]
heading-imports: IMPORTS. [64,509,106,517]
heading-customs-act: THE NEW CUSTOMS DUTIES ACT, 1866. [170,45,320,62]
separator [374,132,432,133]
table-row [170,271,320,343]
court-date: MONDAY, 28TH MARCH, 1866. [650,296,779,304]
row-value: 0 1 6 [305,190,320,200]
news-drunkenness: drunk and disorderly state. At ten p.m. no less than ten had been locked up, and they were continuing to tumble in at the rate of one in thirty minutes. So great was the number that we are puzzled to account for the sudden appearance of such an amount of drunkenness. Some people say that since nobblers were reduced to sixpence the drink sold at some of the third-rate bars in town is of a most abominable description, and this is the means of making those who drink at an acco loose their consciousness and fall into the hands of the guardians of public peace and behaviour. [642,43,787,159]
separator [529,277,588,278]
separator [374,263,432,264]
advert-button-name: MR. C. E. BUTTON, [353,265,452,276]
table-row [10,944,160,953]
court-cont-p11: David Beattie, being duly sworn, said that he was a storekeeper, at present residing at the Queenstown Hotel. On the morning of the 22nd instant he was in the bar at about 2 o'clock; the prisoner and the last witness were also there. Witness heard some persons at the bar door, and heard the prisoner tell them to leave, as the place was shut up. They threatened to pull the house down, and immediately after forced in the side door. A party of men entered by the door forced. The witness followed the prisoner out of the bar, and heard him order the men out; the prisoner had a gun in his hand, and a scuffle ensued. The witness left, and as he was leaving heard the prisoner's brother going to the prisoner's assistance. The prisoner was, if anything, a little the worse for liquor. [797,1044,945,1196]
cleared-text: May 28—Volunteer, 22 tons, Jas. Sullivan, for Okarito, in ballast. Ballarat, 60 tons, G. H. Skeet, for Nelson, in ballast. Tambo, 42 tons, John Wood, for Greymouth, with cargo transhipped ex Claud Hamilton. [10,274,160,319]
row-value: 0 0 3 [305,217,320,227]
row-value: 11 6 0 [141,961,160,971]
newspaper-title: THE WEST COAST TIMES. [381,6,733,35]
editorial-p2: The scene which occurred in the Resident Magistrate's Court yesterday, afforded an unusual illustration of the inconvenience resulting from the present consolidation of the two branches of the profession. On behalf of the accused three counsel were engaged. Engaged by whom? Instructed by whom? Directly by the defendant himself. There was no intervening medium. Mr Bracken agreed to fee three gentlemen for conducting his defence, and he thought naturally enough that he had a right to the best services of each. They all stood in the same relation to him. It was not his part to understand or to consult professional etiquette. And the consequence was that two of his counsel threw up their briefs, because the third, acting under the immediate instructions of his client, assumed a more prominent part in the proceedings than his leaders thought becoming his position as a junior counsel. Such a contretemps could never have occurred if the case had been placed in the hands of a solicitor charged with the preparation of the defence, and the choice and instruction of advocates to conduct it. [330,790,475,1013]
heading-cleared: CLEARED. [63,266,107,274]
heading-sailed: SAILED. [67,136,103,144]
separator [529,162,588,163]
row-label: Gunpowder—the lb. [170,262,231,272]
